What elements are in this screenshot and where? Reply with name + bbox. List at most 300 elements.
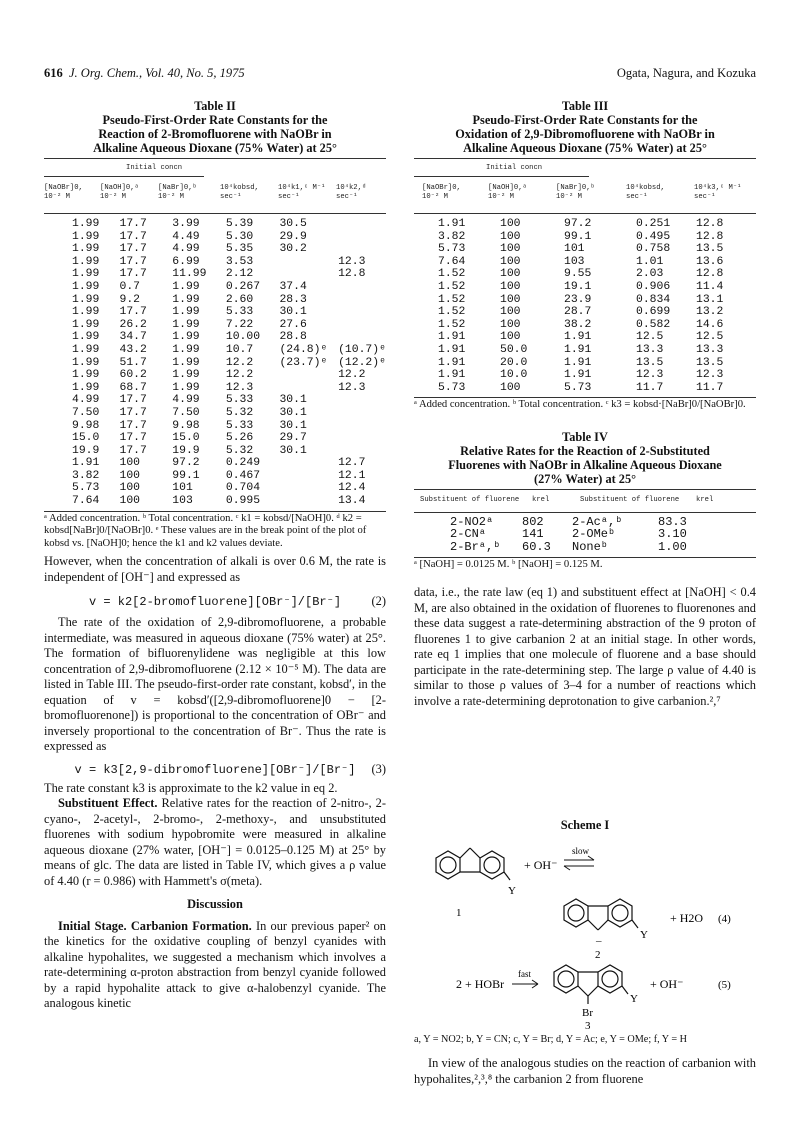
table3-col-header: [NaOBr]0, 10⁻² M [422,184,461,201]
table2-body [72,218,386,508]
table-cell: 5.35 [225,243,254,256]
table-cell: 3.82 [438,230,466,243]
hydroxide-label: + OH⁻ [524,858,558,872]
table-row [438,357,748,370]
table-cell [279,470,338,483]
table-cell: 13.1 [696,293,724,306]
table-cell: 5.32 [225,406,254,419]
table-cell: 7.50 [172,406,200,419]
table2-label: Table II [194,99,236,113]
table-cell: 12.8 [696,218,724,230]
table4-title-line: Fluorenes with NaOBr in Alkaline Aqueous Dioxane [448,457,722,472]
table-cell [338,306,386,319]
table-row [72,256,386,269]
table-cell: 10.0 [500,369,528,382]
table-cell: 3.82 [72,469,100,482]
paragraph: The rate constant k3 is approximate to the k2 value in eq 2. [44,780,338,795]
table-cell: 5.33 [225,306,254,319]
table-cell: 141 [522,527,544,542]
table-cell: 17.7 [119,444,147,457]
table3-body [438,218,748,394]
bromofluorene-structure-3 [554,965,628,1004]
table-cell: 1.99 [172,369,200,382]
table-cell [338,231,386,244]
table4-body [450,516,698,554]
table-cell: 26.2 [119,318,147,331]
table-row [72,369,386,382]
table-cell: 13.6 [696,255,724,268]
table4-column-headers [414,490,756,508]
table-cell: 27.6 [279,318,307,331]
table-cell: 1.91 [438,343,466,356]
table-cell: 30.5 [279,218,307,230]
table-cell: 5.73 [438,381,466,394]
table-cell [279,382,338,395]
equation-text: v = k2[2-bromofluorene][OBr⁻]/[Br⁻] [88,595,342,610]
table-cell: 17.7 [119,419,147,432]
table-cell: 1.99 [172,381,200,394]
paragraph [44,919,386,1012]
table4-footnote: ᵃ [NaOH] = 0.0125 M. ᵇ [NaOH] = 0.125 M. [414,558,603,570]
table-cell: 17.7 [119,255,147,268]
table-cell: 2-Brᵃ,ᵇ [450,540,501,554]
table-cell: 12.8 [338,268,366,281]
table-cell: 1.91 [564,343,592,356]
table-row [438,231,748,244]
table2-col-header: [NaOBr]0, 10⁻² M [44,184,83,201]
table-cell: 0.995 [225,495,261,508]
table-row [72,470,386,483]
table-cell: (12.2)ᵉ [338,356,386,369]
table-cell: 30.1 [279,444,307,457]
table-cell [338,319,386,332]
table-cell: 60.3 [522,540,551,554]
table-cell: 103 [172,495,193,508]
table-cell: 100 [500,331,521,344]
table2-column-headers [44,177,386,207]
table-cell [279,256,338,269]
table-cell: 12.3 [636,369,664,382]
right-column [414,99,756,709]
substituent-y-label: Y [508,885,516,897]
table-cell: 1.91 [438,218,466,230]
table-cell: 1.99 [172,356,200,369]
table-row [72,243,386,256]
table-rule [44,213,386,214]
table-cell: 100 [500,318,521,331]
table-cell: 5.39 [225,218,254,230]
table3-col-header: 10⁴kobsd, sec⁻¹ [626,184,665,201]
table-cell: 101 [172,482,193,495]
substituent-y-label: Y [630,993,638,1005]
page-number-journal [44,66,245,81]
table-cell: 2.60 [225,293,254,306]
table-cell: 12.1 [338,469,366,482]
table-cell: 3.10 [658,527,687,542]
table-cell: 6.99 [172,255,200,268]
table-cell: 13.5 [696,243,724,256]
table-cell: 5.32 [225,444,254,457]
table-cell: 1.91 [564,356,592,369]
table2-col-header: 10⁴k1,ᶜ M⁻¹ sec⁻¹ [278,184,326,201]
table-cell: 1.99 [72,369,100,382]
table-cell: 1.52 [438,306,466,319]
table2-footnote: ᵃ Added concentration. ᵇ Total concentration. ᶜ k1 = kobsd/[NaOH]0. ᵈ k2 = kobsd[NaBr]0/[NaOBr]0. ᵉ These values are in the break point of the plot of kobsd vs. [NaOH]0; hence the k1 and k2 values deviate. [44,512,367,549]
table-row [438,319,748,332]
table-row [72,407,386,420]
table-cell: 29.7 [279,432,307,445]
table-cell: 99.1 [172,469,200,482]
fluorene-structure-1 [436,848,510,880]
table-row [438,218,748,231]
table2-title-line: Pseudo-First-Order Rate Constants for the [102,113,328,127]
paragraph: data, i.e., the rate law (eq 1) and substituent effect at [NaOH] < 0.4 M, are also obtained in the oxidation of fluorenes to fluorenones and these data suggest a rate-determining abstraction of the 9 proton of fluorenes 1 to give carbanion 2 at an initial stage. In other words, rate eq 1 implies that one molecule of fluorene and a base should participate in the rate-determining step. The large ρ value of 4.40 is similar to those ρ values of 3–4 for a number of reactions which involve a rate-determining deprotonation to give carbanion.²,⁷ [414,585,756,708]
table-cell [279,268,338,281]
table-cell: 19.9 [72,444,100,457]
table-cell: 100 [500,268,521,281]
hydroxide-label: + OH⁻ [650,977,684,991]
table-cell: 17.7 [119,218,147,230]
table-row [438,369,748,382]
table-cell: 30.1 [279,406,307,419]
page-number: 616 [44,66,63,80]
table-cell: 1.52 [438,293,466,306]
table-cell: 19.9 [172,444,200,457]
table2-col-header: 10⁴kobsd, sec⁻¹ [220,184,259,201]
table-cell: 0.834 [636,293,671,306]
equation-5-number: (5) [718,979,731,991]
table-cell: 1.99 [72,343,100,356]
equation-number: (3) [371,761,386,776]
table-cell: 28.3 [279,293,307,306]
table-cell: 1.91 [438,369,466,382]
table-cell: 11.7 [636,381,664,394]
table-cell: 1.91 [564,369,592,382]
section-heading: Discussion [187,897,243,912]
table-cell [279,369,338,382]
right-body-text-end [414,1056,756,1087]
table-cell: 13.2 [696,306,724,319]
table-cell [338,420,386,433]
table3-title-line: Oxidation of 2,9-Dibromofluorene with NaOBr in [455,127,715,141]
table-cell: 9.98 [72,419,100,432]
table-cell: 10.7 [225,343,254,356]
table-cell: 7.64 [438,255,466,268]
table-cell: 0.582 [636,318,671,331]
table-cell: 1.91 [564,331,592,344]
table-cell: 19.1 [564,280,592,293]
table-cell: 1.99 [72,356,100,369]
table-cell: 1.91 [438,331,466,344]
table-row [72,445,386,458]
table-cell: 4.49 [172,230,200,243]
table-cell: 2-CNᵃ [450,527,487,542]
table3-label: Table III [561,99,609,113]
table4-col-header: krel [532,495,550,504]
table-row [72,294,386,307]
table-cell: 3.99 [172,218,200,230]
table3-col-header: [NaBr]0,ᵇ 10⁻² M [556,184,595,201]
table-cell: 12.2 [338,369,366,382]
table-row [72,382,386,395]
table-cell: 9.98 [172,419,200,432]
table-row [72,306,386,319]
paragraph: In view of the analogous studies on the reaction of carbanion with hypohalites,²,³,⁸ the carbanion 2 from fluorene [414,1056,756,1086]
table-cell: 30.1 [279,419,307,432]
table-cell: 11.4 [696,280,724,293]
table-cell: 37.4 [279,280,307,293]
table-cell: 17.7 [119,243,147,256]
equation-2 [44,592,386,610]
table-cell: 11.99 [172,268,207,281]
table-cell: 51.7 [119,356,147,369]
table-row [72,482,386,495]
table-cell: 0.704 [225,482,261,495]
table-cell: 100 [500,306,521,319]
table-row [438,344,748,357]
compound-1-label: 1 [456,907,462,919]
table-cell: 101 [564,243,585,256]
table2-col-header: [NaOH]0,ᵃ 10⁻² M [100,184,139,201]
table-cell: 1.99 [72,218,100,230]
table-cell: 17.7 [119,306,147,319]
table-cell: 68.7 [119,381,147,394]
table-cell: 4.99 [72,394,100,407]
table-row [438,306,748,319]
table-cell: 1.99 [172,280,200,293]
reaction-arrow [512,980,538,988]
table3-title-line: Pseudo-First-Order Rate Constants for the [472,113,698,127]
table-cell: 83.3 [658,514,687,529]
table-row [438,294,748,307]
paragraph: However, when the concentration of alkali is over 0.6 M, the rate is independent of [OH⁻] and expressed as [44,554,386,584]
table-cell: 5.73 [564,381,592,394]
table3-column-headers [414,177,756,207]
table-cell: 100 [500,255,521,268]
table-row [72,420,386,433]
table-cell: 100 [119,469,140,482]
table-cell: 1.99 [172,318,200,331]
journal-citation: J. Org. Chem., Vol. 40, No. 5, 1975 [69,66,245,80]
table-cell: 0.251 [636,218,671,230]
equilibrium-arrow [564,856,594,870]
table-cell [338,394,386,407]
table-row [72,394,386,407]
table-rule [414,397,756,398]
table-cell [338,407,386,420]
table2-title-line: Reaction of 2-Bromofluorene with NaOBr in [98,127,332,141]
table4-col-header: Substituent of fluorene [420,495,520,504]
run-in-heading: Initial Stage. Carbanion Formation. [58,918,252,933]
table-cell: 2-Acᵃ,ᵇ [572,514,623,529]
table-cell: 1.52 [438,268,466,281]
table-row [72,268,386,281]
table-cell: 1.00 [658,540,687,554]
carbanion-structure-2 [564,899,638,930]
table-cell: 1.99 [72,318,100,331]
table-cell: 12.2 [225,369,254,382]
table3-group-header: Initial concn [486,164,543,172]
table-cell: 1.91 [438,356,466,369]
carbanion-charge: – [596,935,602,947]
table-cell: 17.7 [119,432,147,445]
table2-title-line: Alkaline Aqueous Dioxane (75% Water) at 25° [93,141,337,155]
table-row [72,357,386,370]
table-cell: 15.0 [172,432,200,445]
paragraph [44,796,386,889]
table-cell: 30.1 [279,394,307,407]
table-cell: 5.33 [225,394,254,407]
table-cell: 17.7 [119,230,147,243]
table-rule [44,511,386,512]
table-cell: 0.249 [225,457,261,470]
table-cell: 97.2 [564,218,592,230]
table-row [450,541,698,554]
table-cell: 12.3 [696,369,724,382]
table-cell: 1.99 [172,331,200,344]
table-cell: 7.22 [225,318,254,331]
table-cell: Noneᵇ [572,540,609,554]
table-cell: 5.73 [438,243,466,256]
table-cell: 97.2 [172,457,200,470]
table-cell: 4.99 [172,394,200,407]
table-cell: 50.0 [500,343,528,356]
table4-title-line: Relative Rates for the Reaction of 2-Substituted [460,443,710,458]
table-cell: 1.01 [636,255,664,268]
table-cell: 13.5 [696,356,724,369]
table-cell: 1.52 [438,318,466,331]
table-cell: 3.53 [225,255,254,268]
table-cell: 100 [500,293,521,306]
table-cell [338,331,386,344]
table-cell: 29.9 [279,230,307,243]
table-row [438,268,748,281]
table-cell: (23.7)ᵉ [279,356,328,369]
table4-caption [414,430,756,486]
table-cell: 100 [119,495,140,508]
scheme-key: a, Y = NO2; b, Y = CN; c, Y = Br; d, Y = Ac; e, Y = OMe; f, Y = H [414,1034,687,1045]
table-cell: 100 [500,243,521,256]
table-cell: 23.9 [564,293,592,306]
authors: Ogata, Nagura, and Kozuka [616,66,756,80]
table-row [438,281,748,294]
table-cell: 7.50 [72,406,100,419]
compound-3-label: 3 [585,1020,591,1031]
table-cell: 1.99 [72,306,100,319]
table-cell: 1.91 [72,457,100,470]
table-row [72,457,386,470]
table-cell: (10.7)ᵉ [338,343,386,356]
table-cell: 100 [500,230,521,243]
table-cell: 12.5 [636,331,664,344]
table-cell: 1.52 [438,280,466,293]
table-cell: 17.7 [119,268,147,281]
table3-caption [414,99,756,155]
table-cell: 11.7 [696,381,724,394]
table-cell: 5.30 [225,230,254,243]
table-cell: 13.5 [636,356,664,369]
table-cell: 103 [564,255,585,268]
table-rule [414,557,756,558]
paragraph-text: Relative rates for the reaction of 2-nitro-, 2-cyano-, 2-acetyl-, 2-bromo-, 2-methoxy-, and unsubstituted fluorenes with sodium hypobromite were measured in alkaline aqueous dioxane (27% water, [OH⁻] = 0.0125–0.125 M) at 25° by means of glc. The data are listed in Table IV, which gives a ρ value of 4.40 (r = 0.986) with Hammett's σ(meta). [44,796,386,888]
paragraph: The rate of the oxidation of 2,9-dibromofluorene, a probable intermediate, was measured in aqueous dioxane (75% water) at 25°. The formation of bifluorenylidene was negligible at this low concentration of 2,9-dibromofluorene (2.12 × 10⁻⁵ M). The data are listed in Table III. The pseudo-first-order rate constant, kobsd′, in the equation of v = kobsd′([2,9-dibromofluorene]0 − [2-bromofluorenone]) is proportional to the concentration of OBr⁻ and inversely proportional to the concentration of Br⁻. Thus the rate is expressed as [44,615,386,754]
table-cell: 1.99 [172,343,200,356]
table-cell: 1.99 [72,293,100,306]
table-cell: 7.64 [72,495,100,508]
hobr-label: 2 + HOBr [456,977,505,991]
table-cell: 1.99 [72,331,100,344]
table-row [438,256,748,269]
paragraph-text: In our previous paper² on the kinetics for the oxidative coupling of benzyl cyanides with alkaline hypohalites, we suggested a mechanism which involves a rate-determining α-proton abstraction from benzyl cyanide followed by a rapid hypohalite attack to give α-halobenzyl cyanide. The analogous kinetic [44,918,386,1011]
table-cell: 5.26 [225,432,254,445]
table-row [72,344,386,357]
table4-col-header: krel [696,495,714,504]
table3-col-header: 10⁴k3,ᶜ M⁻¹ sec⁻¹ [694,184,742,201]
table-cell: 0.758 [636,243,671,256]
table-cell [338,281,386,294]
table2-col-header: [NaBr]0,ᵇ 10⁻² M [158,184,197,201]
table-cell: 13.3 [636,343,664,356]
table-cell: 100 [119,457,140,470]
table-cell: 13.4 [338,495,366,508]
table-cell [338,432,386,445]
table-cell: 0.7 [119,280,140,293]
table2-group-header: Initial concn [126,164,183,172]
left-column [44,99,386,1012]
table-cell: 0.467 [225,469,261,482]
scheme-diagram [414,836,756,1031]
table-row [438,243,748,256]
table-row [72,432,386,445]
table-cell: 12.3 [225,381,254,394]
water-label: + H2O [670,911,704,925]
table-cell: 12.7 [338,457,366,470]
table-row [72,231,386,244]
table-row [72,218,386,231]
table-cell [338,294,386,307]
table-cell: 34.7 [119,331,147,344]
table-cell: 12.4 [338,482,366,495]
fast-label: fast [518,969,531,979]
substituent-y-label: Y [640,929,648,941]
table4-label: Table IV [562,429,608,444]
table-cell: (24.8)ᵉ [279,343,328,356]
table-row [438,382,748,395]
table-cell [338,445,386,458]
table-cell: 15.0 [72,432,100,445]
table-cell: 5.33 [225,419,254,432]
table-cell: 28.8 [279,331,307,344]
table-row [72,281,386,294]
table-cell: 1.99 [72,280,100,293]
table-cell: 60.2 [119,369,147,382]
left-body-text [44,554,386,1012]
table-cell: 100 [500,218,521,230]
table-cell: 12.8 [696,230,724,243]
table-cell: 2.03 [636,268,664,281]
table-cell: 5.73 [72,482,100,495]
table-rule [414,213,756,214]
table-cell: 1.99 [172,293,200,306]
table-cell: 14.6 [696,318,724,331]
table-cell: 0.495 [636,230,671,243]
table-cell: 100 [119,482,140,495]
table-cell: 0.267 [225,280,261,293]
table-cell: 100 [500,280,521,293]
table-row [72,331,386,344]
table-cell: 2.12 [225,268,254,281]
table-cell: 0.906 [636,280,671,293]
